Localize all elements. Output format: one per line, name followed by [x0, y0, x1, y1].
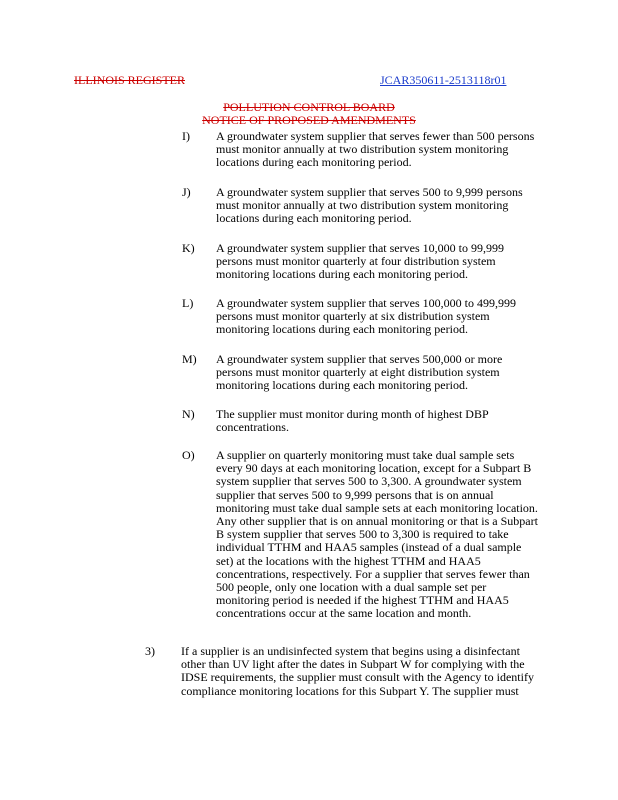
text-line: individual TTHM and HAA5 samples (instead of a dual sample: [216, 540, 522, 555]
text-line: monitoring locations during each monitoring period.: [216, 378, 468, 393]
item-label: M): [182, 352, 197, 366]
board-name: POLLUTION CONTROL BOARD: [223, 100, 395, 114]
text-line: must monitor annually at two distribution system monitoring: [216, 198, 509, 213]
register-title: ILLINOIS REGISTER: [74, 73, 185, 87]
text-line: concentrations occur at the same location and month.: [216, 606, 472, 621]
text-line: must monitor annually at two distribution system monitoring: [216, 142, 509, 157]
text-line: Any other supplier that is on annual monitoring or that is a Subpart: [216, 514, 538, 529]
item-label: 3): [145, 644, 155, 658]
notice-title: NOTICE OF PROPOSED AMENDMENTS: [202, 113, 416, 127]
item-label: O): [182, 448, 195, 462]
text-line: monitoring period is needed if the highest TTHM and HAA5: [216, 593, 509, 608]
text-line: every 90 days at each monitoring location, except for a Subpart B: [216, 461, 532, 476]
item-text: [216, 297, 586, 337]
text-line: compliance monitoring locations for this Subpart Y. The supplier must: [181, 683, 519, 698]
text-line: monitoring must take dual sample sets at each monitoring location.: [216, 500, 538, 515]
text-line: persons must monitor quarterly at eight distribution system: [216, 365, 500, 380]
text-line: A groundwater system supplier that serves 500 to 9,999 persons: [216, 185, 523, 199]
text-line: system supplier that serves 500 to 3,300. A groundwater system: [216, 474, 522, 489]
text-line: persons must monitor quarterly at six distribution system: [216, 309, 490, 324]
item-text: [216, 353, 586, 393]
text-line: locations during each monitoring period.: [216, 211, 412, 226]
text-line: A supplier on quarterly monitoring must take dual sample sets: [216, 448, 515, 462]
text-line: A groundwater system supplier that serves 10,000 to 99,999: [216, 241, 504, 255]
item-text: [216, 449, 586, 621]
text-line: monitoring locations during each monitoring period.: [216, 267, 468, 282]
item-label: K): [182, 241, 195, 255]
jcar-reference-link[interactable]: JCAR350611-2513118r01: [380, 73, 507, 87]
text-line: set) at the locations with the highest TTHM and HAA5: [216, 553, 481, 568]
text-line: B system supplier that serves 500 to 3,300 is required to take: [216, 527, 509, 542]
text-line: concentrations.: [216, 420, 289, 435]
text-line: A groundwater system supplier that serves fewer than 500 persons: [216, 129, 535, 143]
text-line: concentrations, respectively. For a supplier that serves fewer than: [216, 566, 530, 581]
item-text: [216, 130, 586, 170]
text-line: If a supplier is an undisinfected system that begins using a disinfectant: [181, 644, 520, 658]
item-text: [216, 408, 586, 434]
text-line: locations during each monitoring period.: [216, 155, 412, 170]
text-line: A groundwater system supplier that serves 500,000 or more: [216, 352, 503, 366]
item-label: L): [182, 296, 194, 310]
item-label: N): [182, 407, 195, 421]
text-line: other than UV light after the dates in Subpart W for complying with the: [181, 657, 525, 672]
text-line: persons must monitor quarterly at four distribution system: [216, 254, 496, 269]
text-line: supplier that serves 500 to 9,999 persons that is on annual: [216, 487, 494, 502]
text-line: A groundwater system supplier that serves 100,000 to 499,999: [216, 296, 516, 310]
item-text: [216, 242, 586, 282]
item-text: [216, 186, 586, 226]
item-label: I): [182, 129, 190, 143]
text-line: 500 people, only one location with a dual sample set per: [216, 580, 487, 595]
text-line: IDSE requirements, the supplier must consult with the Agency to identify: [181, 670, 534, 685]
text-line: The supplier must monitor during month of highest DBP: [216, 407, 489, 421]
item-label: J): [182, 185, 191, 199]
text-line: monitoring locations during each monitoring period.: [216, 322, 468, 337]
item-text: [181, 645, 581, 698]
